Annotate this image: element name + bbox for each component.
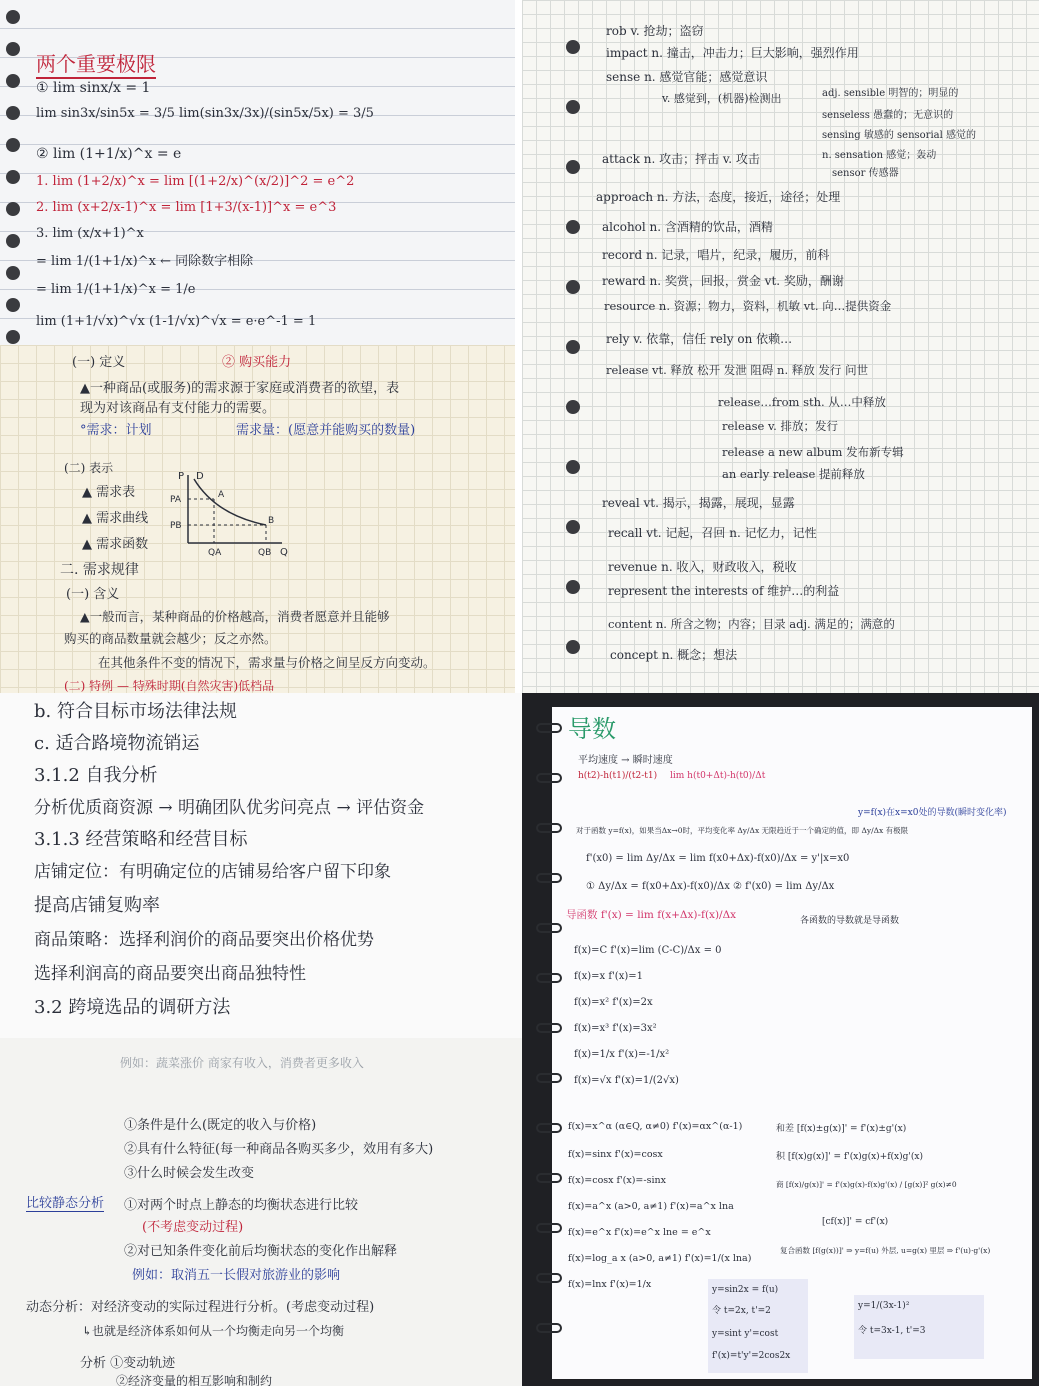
axis-label-pb: PB — [170, 521, 182, 531]
point-label-a: A — [218, 490, 225, 500]
binder-hole — [566, 280, 580, 294]
note-line: 例如：蔬菜涨价 商家有收入，消费者更多收入 — [120, 1056, 364, 1070]
formula-line: 商 [f(x)/g(x)]' = f'(x)g(x)-f(x)g'(x) / [g(x)]² g(x)≠0 — [776, 1180, 957, 1189]
note-line: 现为对该商品有支付能力的需要。 — [80, 401, 276, 416]
binder-hole — [566, 640, 580, 654]
vocab-line: reward n. 奖赏，回报，赏金 vt. 奖励，酬谢 — [602, 274, 844, 288]
binder-hole — [566, 400, 580, 414]
formula-line: ① Δy/Δx = f(x0+Δx)-f(x0)/Δx ② f'(x0) = lim Δy/Δx — [586, 881, 835, 892]
formula-line: f(x)=sinx f'(x)=cosx — [568, 1149, 663, 1160]
binder-hole — [6, 202, 20, 216]
binder-hole — [6, 298, 20, 312]
vocab-line: senseless 愚蠢的；无意识的 — [822, 110, 954, 121]
axis-label-qa: QA — [208, 548, 222, 558]
formula-line: f(x)=1/x f'(x)=-1/x² — [574, 1049, 670, 1060]
binder-hole — [566, 460, 580, 474]
demand-curve-diagram — [170, 469, 290, 559]
axis-label-p: P — [178, 471, 185, 482]
note-line: 分析 ①变动轨迹 — [80, 1356, 176, 1371]
binder-hole — [6, 330, 20, 344]
spiral-ring — [536, 1073, 562, 1083]
binder-hole — [6, 266, 20, 280]
panel-vocabulary-notes — [522, 0, 1039, 693]
note-line: 提高店铺复购率 — [34, 895, 160, 916]
note-line: 商品策略：选择利润价的商品要突出价格优势 — [34, 930, 374, 950]
binder-hole — [6, 74, 20, 88]
spiral-ring — [536, 1273, 562, 1283]
note-line: (二) 表示 — [64, 461, 114, 475]
formula-line: f(x)=√x f'(x)=1/(2√x) — [574, 1075, 679, 1086]
formula-line: f(x)=a^x (a>0, a≠1) f'(x)=a^x lna — [568, 1201, 734, 1212]
axis-label-qb: QB — [258, 548, 272, 558]
formula-line: f(x)=x^α (α∈Q, α≠0) f'(x)=αx^(α-1) — [568, 1121, 743, 1132]
binder-hole — [6, 138, 20, 152]
note-line: 1. lim (1+2/x)^x = lim [(1+2/x)^(x/2)]^2 = e^2 — [36, 174, 355, 189]
vocab-line: reveal vt. 揭示，揭露，展现，显露 — [602, 496, 795, 510]
vocab-line: release vt. 释放 松开 发泄 阻碍 n. 释放 发行 问世 — [606, 363, 869, 377]
note-line: ▲ 需求函数 — [82, 537, 149, 552]
axis-label-pa: PA — [170, 495, 182, 505]
spiral-ring — [536, 973, 562, 983]
formula-line: 导函数 f'(x) = lim f(x+Δx)-f(x)/Δx — [566, 909, 737, 921]
formula-line: y=sint y'=cost — [712, 1329, 779, 1339]
formula-line: f(x)=x f'(x)=1 — [574, 971, 643, 982]
note-line: 3. lim (x/x+1)^x — [36, 226, 144, 241]
binder-hole — [6, 106, 20, 120]
vocab-line: recall vt. 记起，召回 n. 记忆力，记性 — [608, 526, 817, 540]
formula-line: f(x)=C f'(x)=lim (C-C)/Δx = 0 — [574, 945, 722, 956]
note-line: 比较静态分析 — [26, 1192, 104, 1212]
binder-hole — [566, 220, 580, 234]
note-line: 3.1.2 自我分析 — [34, 765, 158, 786]
note-line: ▲一般而言，某种商品的价格越高，消费者愿意并且能够 — [80, 609, 390, 624]
spiral-ring — [536, 1323, 562, 1333]
spiral-ring — [536, 1023, 562, 1033]
note-line: ↳也就是经济体系如何从一个均衡走向另一个均衡 — [82, 1324, 345, 1338]
note-line: 选择利润高的商品要突出商品独特性 — [34, 964, 306, 984]
note-line: ③什么时候会发生改变 — [124, 1166, 255, 1181]
note-line: ▲ 需求曲线 — [82, 511, 149, 526]
formula-line: 平均速度 → 瞬时速度 — [578, 755, 673, 766]
note-line: c. 适合路境物流销运 — [34, 733, 200, 754]
note-line: 二. 需求规律 — [60, 562, 139, 578]
vocab-line: adj. sensible 明智的；明显的 — [822, 88, 959, 99]
note-line: (不考虑变动过程) — [142, 1220, 244, 1235]
formula-line: f(x)=lnx f'(x)=1/x — [568, 1279, 652, 1290]
formula-line: 令 t=2x, t'=2 — [712, 1306, 771, 1316]
note-line: °需求：计划 — [80, 423, 152, 438]
binder-hole — [566, 40, 580, 54]
note-line: ② 购买能力 — [222, 355, 292, 370]
note-line: 3.1.3 经营策略和经营目标 — [34, 829, 248, 850]
vocab-line: approach n. 方法，态度，接近，途径；处理 — [596, 190, 841, 204]
spiral-ring — [536, 1223, 562, 1233]
formula-line: y=1/(3x-1)² — [858, 1301, 910, 1311]
vocab-line: rob v. 抢劫；盗窃 — [606, 24, 704, 38]
binder-hole — [566, 160, 580, 174]
spiral-ring — [536, 923, 562, 933]
axis-label-q: Q — [280, 547, 288, 558]
note-line: ①条件是什么(既定的收入与价格) — [124, 1118, 317, 1133]
vocab-line: resource n. 资源；物力，资料，机敏 vt. 向…提供资金 — [604, 299, 892, 313]
binder-hole — [6, 234, 20, 248]
panel-analysis-notes — [0, 1038, 522, 1386]
vocab-line: sense n. 感觉官能；感觉意识 — [606, 70, 768, 84]
note-line: 2. lim (x+2/x-1)^x = lim [1+3/(x-1)]^x = e^3 — [36, 200, 337, 215]
panel-limits-notes — [0, 0, 515, 345]
formula-line: 令 t=3x-1, t'=3 — [858, 1326, 926, 1336]
formula-line: h(t2)-h(t1)/(t2-t1) — [578, 771, 658, 781]
note-line: ②对已知条件变化前后均衡状态的变化作出解释 — [124, 1244, 398, 1259]
binder-hole — [6, 170, 20, 184]
note-line: (二) 特例 — 特殊时期(自然灾害)低档品 — [64, 679, 275, 693]
note-line: 动态分析：对经济变动的实际过程进行分析。(考虑变动过程) — [26, 1300, 375, 1315]
spiral-ring — [536, 823, 562, 833]
note-line: (一) 定义 — [72, 355, 126, 370]
formula-line: f(x)=x³ f'(x)=3x² — [574, 1023, 657, 1034]
note-line: b. 符合目标市场法律法规 — [34, 701, 237, 722]
note-line: 3.2 跨境选品的调研方法 — [34, 997, 231, 1018]
vocab-line: concept n. 概念；想法 — [610, 648, 738, 662]
note-line: 例如：取消五一长假对旅游业的影响 — [132, 1268, 341, 1283]
note-line: ① lim sinx/x = 1 — [36, 80, 151, 96]
note-line: 购买的商品数量就会越少；反之亦然。 — [64, 631, 277, 646]
vocab-line: sensor 传感器 — [832, 168, 899, 179]
formula-line: 和差 [f(x)±g(x)]' = f'(x)±g'(x) — [776, 1124, 907, 1134]
panel-derivative-notes — [522, 693, 1039, 1386]
spiral-ring — [536, 773, 562, 783]
vocab-line: n. sensation 感觉；轰动 — [822, 150, 937, 161]
note-line: lim (1+1/√x)^√x (1-1/√x)^√x = e·e^-1 = 1 — [36, 314, 317, 329]
vocab-line: attack n. 攻击；抨击 v. 攻击 — [602, 152, 760, 166]
vocab-line: impact n. 撞击，冲击力；巨大影响，强烈作用 — [606, 46, 859, 60]
formula-line: 对于函数 y=f(x)，如果当Δx→0时，平均变化率 Δy/Δx 无限趋近于一个确定的值，即 Δy/Δx 有极限 — [576, 826, 909, 835]
formula-line: y=f(x)在x=x0处的导数(瞬时变化率) — [858, 808, 1007, 818]
formula-line: f'(x0) = lim Δy/Δx = lim f(x0+Δx)-f(x0)/Δx = y'|x=x0 — [586, 853, 850, 864]
formula-line: f(x)=e^x f'(x)=e^x lne = e^x — [568, 1227, 711, 1238]
binder-hole — [6, 42, 20, 56]
note-line: ①对两个时点上静态的均衡状态进行比较 — [124, 1198, 359, 1213]
formula-line: 复合函数 [f(g(x))]' ⇒ y=f(u) 外层, u=g(x) 里层 ⇒ f'(u)·g'(x) — [780, 1246, 991, 1255]
note-line: ② lim (1+1/x)^x = e — [36, 146, 182, 162]
formula-line: lim h(t0+Δt)-h(t0)/Δt — [670, 771, 766, 781]
note-line: ▲一种商品(或服务)的需求源于家庭或消费者的欲望，表 — [80, 381, 400, 396]
section-heading: 两个重要极限 — [36, 48, 156, 79]
point-label-b: B — [268, 516, 275, 526]
binder-hole — [566, 340, 580, 354]
formula-line: f(x)=cosx f'(x)=-sinx — [568, 1175, 666, 1186]
note-line: = lim 1/(1+1/x)^x ← 同除数字相除 — [36, 254, 254, 269]
curve-label-d: D — [196, 471, 204, 482]
spiral-ring — [536, 873, 562, 883]
spiral-ring — [536, 1123, 562, 1133]
binder-hole — [566, 580, 580, 594]
formula-line: y=sin2x = f(u) — [712, 1285, 779, 1295]
page-title: 导数 — [568, 715, 616, 743]
note-line: = lim 1/(1+1/x)^x = 1/e — [36, 282, 196, 297]
vocab-line: release a new album 发布新专辑 — [722, 445, 904, 459]
spiral-ring — [536, 1173, 562, 1183]
vocab-line: v. 感觉到，(机器)检测出 — [662, 92, 782, 105]
vocab-line: record n. 记录，唱片，纪录，履历，前科 — [602, 248, 830, 262]
vocab-line: revenue n. 收入，财政收入，税收 — [608, 560, 797, 574]
panel-crossborder-notes — [0, 693, 522, 1038]
formula-line: 各函数的导数就是导函数 — [800, 916, 900, 926]
binder-hole — [566, 520, 580, 534]
vocab-line: content n. 所含之物；内容；目录 adj. 满足的；满意的 — [608, 617, 895, 631]
formula-line: f'(x)=t'y'=2cos2x — [712, 1351, 791, 1361]
note-line: lim sin3x/sin5x = 3/5 lim(sin3x/3x)/(sin5x/5x) = 3/5 — [36, 106, 374, 121]
formula-line: 积 [f(x)g(x)]' = f'(x)g(x)+f(x)g'(x) — [776, 1152, 923, 1162]
vocab-line: release v. 排放；发行 — [722, 419, 838, 433]
formula-line: f(x)=log_a x (a>0, a≠1) f'(x)=1/(x lna) — [568, 1253, 752, 1264]
note-line: (一) 含义 — [66, 587, 120, 602]
note-line: 分析优质商资源 → 明确团队优劣问亮点 → 评估资金 — [34, 798, 425, 818]
vocab-line: rely v. 依靠，信任 rely on 依赖… — [606, 332, 793, 346]
vocab-line: release…from sth. 从…中释放 — [718, 395, 886, 409]
binder-hole — [566, 100, 580, 114]
panel-demand-notes — [0, 345, 515, 693]
note-line: 需求量：(愿意并能购买的数量) — [236, 423, 416, 438]
vocab-line: represent the interests of 维护…的利益 — [608, 584, 840, 598]
formula-line: f(x)=x² f'(x)=2x — [574, 997, 653, 1008]
binder-hole — [6, 10, 20, 24]
note-line: ▲ 需求表 — [82, 485, 136, 500]
vocab-line: an early release 提前释放 — [722, 467, 865, 481]
note-line: 在其他条件不变的情况下，需求量与价格之间呈反方向变动。 — [98, 655, 436, 670]
note-line: 店铺定位：有明确定位的店铺易给客户留下印象 — [34, 862, 391, 882]
spiral-ring — [536, 723, 562, 733]
formula-line: [cf(x)]' = cf'(x) — [822, 1217, 889, 1227]
vocab-line: sensing 敏感的 sensorial 感觉的 — [822, 130, 976, 141]
vocab-line: alcohol n. 含酒精的饮品，酒精 — [602, 220, 773, 234]
note-line: ②经济变量的相互影响和制约 — [116, 1374, 273, 1386]
note-line: ②具有什么特征(每一种商品各购买多少，效用有多大) — [124, 1142, 434, 1157]
